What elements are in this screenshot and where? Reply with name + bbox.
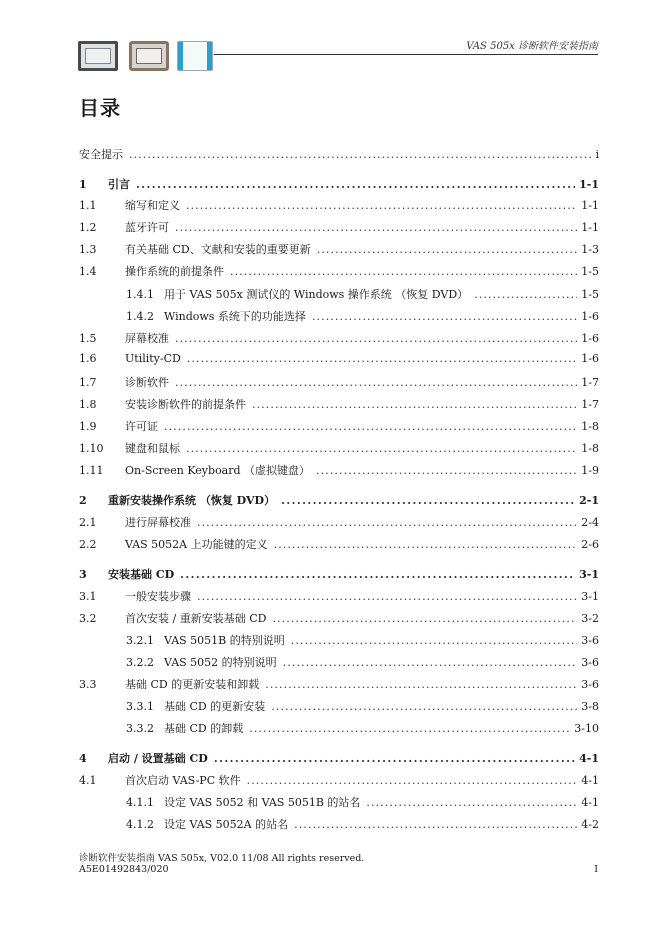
toc-entry[interactable] [79,352,599,369]
toc-entry-title: 引言 [108,178,130,191]
toc-entry-number: 1.2 [79,221,97,234]
toc-dot-leader [180,568,575,582]
toc-dot-leader [197,590,577,604]
toc-entry-title: 操作系统的前提条件 [125,265,224,278]
toc-entry[interactable] [79,676,599,693]
toc-entry-title: 启动 / 设置基础 CD [108,752,208,765]
toc-entry-title: 首次启动 VAS-PC 软件 [125,774,241,787]
toc-entry-number: 2.2 [79,538,97,551]
toc-dot-leader [274,538,578,552]
device-image-tester-3 [177,41,213,71]
toc-entry-number: 1 [79,178,87,191]
toc-entry-page: 3-8 [581,700,599,713]
toc-entry-page: 4-1 [579,752,599,765]
toc-entry[interactable] [79,536,599,553]
toc-dot-leader [316,464,577,478]
toc-dot-leader [249,722,570,736]
toc-entry-title: 安装基础 CD [108,568,175,581]
toc-dot-leader [312,310,577,324]
toc-entry-page: 2-1 [579,494,599,507]
toc-entry[interactable] [79,750,599,767]
toc-dot-leader [175,376,577,390]
toc-entry-page: 1-8 [581,420,599,433]
toc-entry-number: 1.9 [79,420,97,433]
toc-entry-number: 1.5 [79,332,97,345]
toc-entry-page: 1-1 [581,199,599,212]
toc-dot-leader [317,243,578,257]
toc-entry-title: 进行屏幕校准 [125,516,191,529]
toc-entry-number: 1.3 [79,243,97,256]
toc-entry-number: 1.1 [79,199,97,212]
toc-entry[interactable] [79,418,599,435]
toc-entry[interactable] [79,219,599,236]
toc-dot-leader [272,612,577,626]
toc-dot-leader [283,656,578,670]
toc-entry-number: 2 [79,494,87,507]
toc-dot-leader [265,678,577,692]
toc-entry-number: 1.7 [79,376,97,389]
toc-entry[interactable] [126,794,599,811]
toc-dot-leader [281,494,575,508]
toc-entry-title: 许可证 [125,420,158,433]
toc-entry-page: 1-7 [581,398,599,411]
toc-entry[interactable] [79,396,599,413]
toc-dot-leader [294,818,577,832]
footer-document-number: A5E01492843/020 [79,864,169,875]
toc-entry[interactable] [79,374,599,391]
header-title: VAS 505x 诊断软件安装指南 [466,41,598,52]
toc-dot-leader [129,148,591,162]
toc-entry-title: VAS 5052 的特别说明 [164,656,277,669]
toc-entry-page: 3-2 [581,612,599,625]
toc-entry-title: 首次安装 / 重新安装基础 CD [125,612,267,625]
toc-entry[interactable] [79,610,599,627]
toc-entry-number: 3.2.2 [126,656,154,669]
page-title: 目录 [79,96,121,120]
toc-entry-number: 3.3.2 [126,722,154,735]
toc-entry-page: 1-5 [581,265,599,278]
device-image-tester-2 [129,41,169,71]
toc-dot-leader [271,700,577,714]
toc-entry-title: 一般安装步骤 [125,590,191,603]
toc-entry-title: Windows 系统下的功能选择 [164,310,306,323]
toc-entry-number: 1.6 [79,352,97,365]
toc-entry-page: 3-6 [581,634,599,647]
toc-dot-leader [366,796,577,810]
toc-entry-number: 3.1 [79,590,97,603]
toc-entry[interactable] [79,514,599,531]
toc-entry-page: i [595,148,599,161]
toc-entry-page: 1-3 [581,243,599,256]
toc-entry-title: 用于 VAS 505x 测试仪的 Windows 操作系统 （恢复 DVD） [164,288,469,301]
toc-entry-title: VAS 5052A 上功能键的定义 [125,538,268,551]
toc-entry-title: 基础 CD 的更新安装 [164,700,266,713]
toc-entry[interactable] [79,588,599,605]
toc-dot-leader [164,420,577,434]
toc-entry-number: 1.8 [79,398,97,411]
toc-entry-number: 4.1.1 [126,796,154,809]
toc-entry[interactable] [126,698,599,715]
toc-entry-number: 3.3 [79,678,97,691]
toc-entry-page: 3-6 [581,678,599,691]
toc-entry-number: 4.1 [79,774,97,787]
toc-dot-leader [197,516,577,530]
toc-entry-title: 蓝牙许可 [125,221,169,234]
toc-dot-leader [175,221,577,235]
toc-entry-number: 4.1.2 [126,818,154,831]
toc-entry[interactable] [126,308,599,325]
toc-entry-title: 安装诊断软件的前提条件 [125,398,246,411]
toc-entry-page: 3-1 [581,590,599,603]
toc-entry-page: 3-10 [574,722,599,735]
toc-entry-number: 1.10 [79,442,104,455]
toc-entry-title: 键盘和鼠标 [125,442,180,455]
toc-entry-number: 2.1 [79,516,97,529]
toc-entry[interactable] [79,440,599,457]
toc-entry-page: 4-1 [581,774,599,787]
toc-dot-leader [230,265,577,279]
toc-entry-page: 1-6 [581,332,599,345]
toc-entry-title: 屏幕校准 [125,332,169,345]
toc-entry[interactable] [126,632,599,649]
toc-entry[interactable] [79,263,599,280]
toc-entry[interactable] [126,816,599,833]
toc-entry-number: 3.2.1 [126,634,154,647]
toc-dot-leader [247,774,578,788]
toc-entry[interactable] [79,197,599,214]
toc-entry-number: 1.11 [79,464,104,477]
toc-entry-page: 2-6 [581,538,599,551]
toc-entry[interactable] [79,772,599,789]
toc-entry-page: 3-1 [579,568,599,581]
toc-dot-leader [474,288,577,302]
toc-entry[interactable] [79,176,599,193]
toc-entry-number: 1.4 [79,265,97,278]
toc-entry-title: 缩写和定义 [125,199,180,212]
toc-dot-leader [291,634,578,648]
toc-entry-title: 基础 CD 的更新安装和卸载 [125,678,260,691]
toc-entry[interactable] [126,286,599,303]
toc-dot-leader [175,332,577,346]
toc-entry-page: 2-4 [581,516,599,529]
toc-entry-page: 4-1 [581,796,599,809]
toc-entry-number: 1.4.1 [126,288,154,301]
toc-dot-leader [136,178,575,192]
header-rule [214,54,598,55]
toc-entry[interactable] [79,146,599,163]
toc-entry-page: 1-1 [581,221,599,234]
toc-dot-leader [214,752,575,766]
toc-entry-title: 设定 VAS 5052 和 VAS 5051B 的站名 [164,796,361,809]
toc-entry-title: 基础 CD 的卸载 [164,722,244,735]
toc-entry[interactable] [79,330,599,347]
toc-entry-number: 4 [79,752,87,765]
toc-dot-leader [187,352,577,366]
toc-entry-title: VAS 5051B 的特别说明 [164,634,285,647]
toc-entry-title: 有关基础 CD、文献和安装的重要更新 [125,243,311,256]
toc-entry-number: 3 [79,568,87,581]
toc-entry-page: 1-6 [581,310,599,323]
toc-entry-title: 重新安装操作系统 （恢复 DVD） [108,494,276,507]
toc-entry-page: 4-2 [581,818,599,831]
toc-entry[interactable] [126,720,599,737]
toc-entry-number: 1.4.2 [126,310,154,323]
toc-entry-page: 1-9 [581,464,599,477]
toc-entry[interactable] [79,566,599,583]
toc-entry-page: 1-7 [581,376,599,389]
toc-entry[interactable] [79,462,599,479]
toc-entry-title: 安全提示 [79,148,123,161]
toc-dot-leader [186,199,577,213]
toc-entry-page: 3-6 [581,656,599,669]
toc-dot-leader [252,398,577,412]
toc-entry[interactable] [79,241,599,258]
toc-entry-number: 3.3.1 [126,700,154,713]
toc-entry[interactable] [126,654,599,671]
toc-entry-title: On-Screen Keyboard （虚拟键盘） [125,464,311,477]
toc-entry-page: 1-8 [581,442,599,455]
footer-page-number: I [594,864,598,875]
toc-entry-page: 1-1 [579,178,599,191]
device-image-tester-1 [78,41,118,71]
toc-entry-title: Utility-CD [125,352,181,365]
toc-entry-page: 1-5 [581,288,599,301]
toc-entry-page: 1-6 [581,352,599,365]
toc-entry[interactable] [79,492,599,509]
toc-dot-leader [186,442,577,456]
toc-entry-title: 设定 VAS 5052A 的站名 [164,818,289,831]
toc-entry-title: 诊断软件 [125,376,169,389]
toc-entry-number: 3.2 [79,612,97,625]
footer-document-info: 诊断软件安装指南 VAS 505x, V02.0 11/08 All rights reserved. [79,853,365,864]
